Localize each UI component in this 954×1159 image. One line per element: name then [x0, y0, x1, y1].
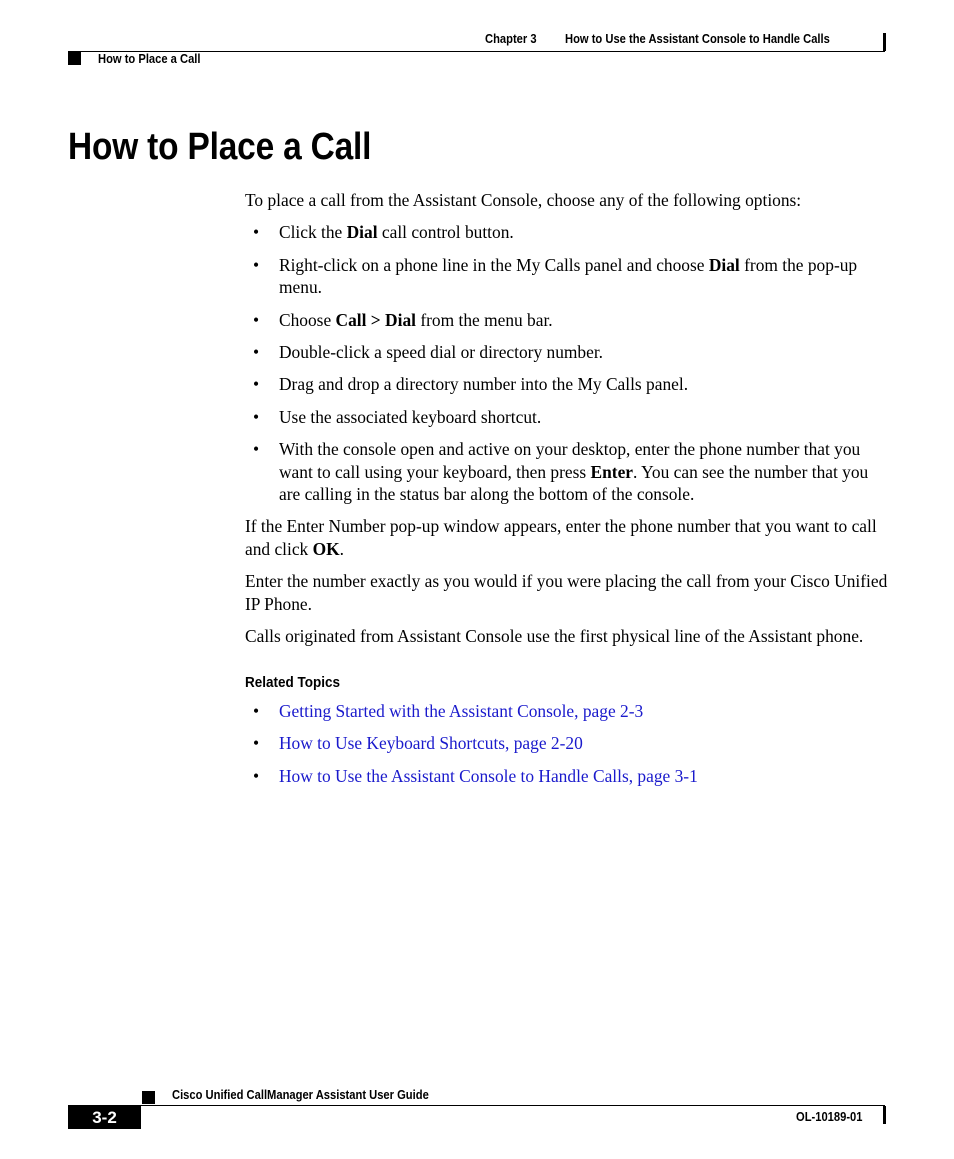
related-topics-heading: Related Topics	[245, 673, 341, 691]
related-topics-list	[245, 700, 890, 787]
list-item: • Click the Dial call control button.	[245, 221, 890, 243]
enter-number-paragraph: If the Enter Number pop-up window appears, enter the phone number that you want to call and click OK.	[245, 516, 877, 559]
footer-guide-title: Cisco Unified CallManager Assistant User Guide	[172, 1087, 429, 1102]
related-link-keyboard-shortcuts[interactable]: How to Use Keyboard Shortcuts, page 2-20	[279, 733, 583, 754]
list-item: • Choose Call > Dial from the menu bar.	[245, 309, 890, 331]
intro-paragraph: To place a call from the Assistant Console, choose any of the following options:	[245, 190, 802, 210]
list-item: • With the console open and active on your desktop, enter the phone number that you want to call using your keyboard, then press Enter. You can see the number that you are calling in the status bar along the bottom of the console.	[245, 438, 890, 505]
list-item: • Double-click a speed dial or directory number.	[245, 341, 890, 363]
related-link-handle-calls[interactable]: How to Use the Assistant Console to Handle Calls, page 3-1	[279, 765, 698, 786]
related-link-getting-started[interactable]: Getting Started with the Assistant Console, page 2-3	[279, 700, 644, 721]
exact-number-paragraph: Enter the number exactly as you would if you were placing the call from your Cisco Unified IP Phone.	[245, 571, 888, 614]
main-content	[245, 189, 890, 797]
header-right-bar	[883, 33, 886, 51]
footer-rule	[68, 1105, 885, 1106]
document-id: OL-10189-01	[796, 1109, 863, 1124]
list-item	[245, 765, 890, 787]
list-item	[245, 700, 890, 722]
footer-square-marker	[142, 1091, 155, 1104]
call-options-list	[245, 221, 890, 505]
page-title: How to Place a Call	[68, 126, 372, 168]
list-item: • Drag and drop a directory number into the My Calls panel.	[245, 373, 890, 395]
header-section-title: How to Place a Call	[98, 51, 201, 66]
header-square-marker	[68, 52, 81, 65]
footer-right-bar	[883, 1106, 886, 1124]
list-item: • Use the associated keyboard shortcut.	[245, 406, 890, 428]
list-item	[245, 732, 890, 754]
header-chapter: Chapter 3	[485, 31, 537, 46]
header-chapter-title: How to Use the Assistant Console to Handle Calls	[565, 31, 830, 46]
list-item: • Right-click on a phone line in the My Calls panel and choose Dial from the pop-up menu.	[245, 254, 890, 299]
originated-calls-paragraph: Calls originated from Assistant Console use the first physical line of the Assistant phone.	[245, 626, 864, 647]
page-number: 3-2	[92, 1108, 117, 1127]
